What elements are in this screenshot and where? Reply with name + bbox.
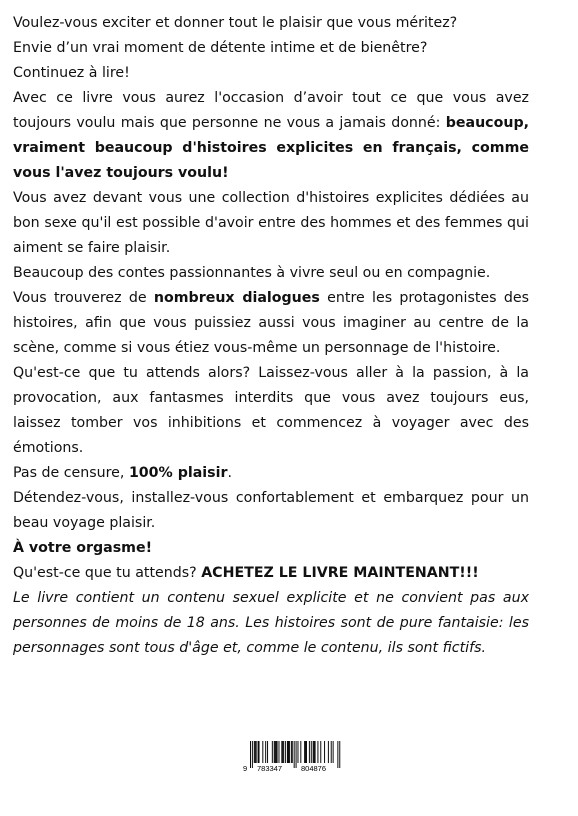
blurb-paragraph-7-bold: nombreux dialogues bbox=[153, 290, 320, 306]
barcode-bar bbox=[276, 741, 277, 763]
barcode-bar bbox=[324, 741, 325, 763]
blurb-paragraph-2: Envie d’un vrai moment de détente intime et de bienêtre? bbox=[13, 40, 428, 56]
barcode-bar bbox=[291, 741, 292, 763]
barcode-bar bbox=[294, 741, 295, 768]
barcode-bar bbox=[333, 741, 334, 763]
blurb-paragraph-12 bbox=[13, 561, 529, 586]
blurb-paragraph-1: Voulez-vous exciter et donner tout le plaisir que vous méritez? bbox=[13, 15, 458, 31]
barcode-bar bbox=[313, 741, 314, 763]
barcode-bar bbox=[254, 741, 255, 763]
barcode-bar bbox=[311, 741, 312, 763]
blurb-paragraph-4-text: Avec ce livre vous aurez l'occasion d’avoir tout ce que vous avez toujours voulu mais que personne ne vous a jamais donné: bbox=[13, 90, 529, 131]
barcode-bar bbox=[267, 741, 268, 763]
barcode-graphic bbox=[243, 741, 345, 773]
barcode-bar bbox=[314, 741, 315, 763]
barcode-bar bbox=[309, 741, 310, 763]
barcode-bar bbox=[275, 741, 276, 763]
blurb-disclaimer-text: Le livre contient un contenu sexuel explicite et ne convient pas aux personnes de moins de 18 ans. Les histoires sont de pure fantaisie: les personnages sont tous d'âge et, comme le contenu, ils sont fictifs. bbox=[13, 590, 529, 656]
blurb-paragraph-9 bbox=[13, 461, 529, 486]
barcode-bar bbox=[262, 741, 263, 763]
barcode-bar bbox=[281, 741, 282, 763]
barcode-bar bbox=[252, 741, 253, 768]
barcode-bar bbox=[283, 741, 284, 763]
blurb-paragraph-12-pre: Qu'est-ce que tu attends? bbox=[13, 565, 202, 581]
barcode-bar bbox=[265, 741, 266, 763]
barcode-bar bbox=[296, 741, 297, 768]
blurb-paragraph-4 bbox=[13, 86, 529, 186]
barcode-bar bbox=[317, 741, 318, 763]
barcode-bar bbox=[272, 741, 273, 763]
barcode-bar bbox=[255, 741, 256, 763]
barcode-bar bbox=[305, 741, 306, 763]
blurb-paragraph-11-bold: À votre orgasme! bbox=[13, 540, 153, 556]
barcode-bar bbox=[306, 741, 307, 763]
barcode-left-digits: 783347 bbox=[257, 764, 283, 773]
barcode-bar bbox=[277, 741, 278, 763]
blurb-paragraph-9-pre: Pas de censure, bbox=[13, 465, 129, 481]
barcode-bar bbox=[337, 741, 338, 768]
barcode-bar bbox=[298, 741, 299, 763]
blurb-paragraph-7-pre: Vous trouverez de bbox=[13, 290, 154, 306]
isbn-barcode bbox=[243, 741, 345, 773]
barcode-bar bbox=[287, 741, 288, 763]
barcode-bar bbox=[315, 741, 316, 763]
blurb-paragraph-9-bold: 100% plaisir bbox=[128, 465, 228, 481]
back-cover-blurb bbox=[13, 11, 529, 661]
blurb-paragraph-3: Continuez à lire! bbox=[13, 65, 130, 81]
barcode-right-digits: 804876 bbox=[301, 764, 327, 773]
barcode-bar bbox=[288, 741, 289, 763]
blurb-paragraph-4-bold: beaucoup, vraiment beaucoup d'histoires explicites en français, comme vous l'avez toujours voulu! bbox=[13, 115, 529, 181]
blurb-paragraph-10: Détendez-vous, installez-vous confortablement et embarquez pour un beau voyage plaisir. bbox=[13, 490, 529, 531]
barcode-bar bbox=[250, 741, 251, 768]
barcode-bar bbox=[256, 741, 257, 763]
blurb-paragraph-5: Vous avez devant vous une collection d'histoires explicites dédiées au bon sexe qu'il est possible d'avoir entre des hommes et des femmes qui aiment se faire plaisir. bbox=[13, 190, 529, 256]
blurb-paragraph-11 bbox=[13, 536, 529, 561]
barcode-bar bbox=[339, 741, 340, 768]
barcode-bar bbox=[289, 741, 290, 763]
barcode-bar bbox=[328, 741, 329, 763]
blurb-paragraph-9-post: . bbox=[227, 465, 232, 481]
barcode-bar bbox=[320, 741, 321, 763]
barcode-bar bbox=[304, 741, 305, 763]
blurb-paragraph-7 bbox=[13, 286, 529, 361]
blurb-paragraph-12-bold: ACHETEZ LE LIVRE MAINTENANT!!! bbox=[201, 565, 479, 581]
blurb-disclaimer bbox=[13, 586, 529, 661]
barcode-bar bbox=[300, 741, 301, 763]
barcode-bar bbox=[331, 741, 332, 763]
barcode-bar bbox=[274, 741, 275, 763]
barcode-lead-digit: 9 bbox=[243, 764, 248, 773]
barcode-bar bbox=[285, 741, 286, 763]
blurb-paragraph-6: Beaucoup des contes passionnantes à vivre seul ou en compagnie. bbox=[13, 265, 491, 281]
blurb-paragraph-8: Qu'est-ce que tu attends alors? Laissez-vous aller à la passion, à la provocation, aux fantasmes interdits que vous avez toujours eus, laissez tomber vos inhibitions et commencez à voyager avec des émotions. bbox=[13, 365, 529, 456]
barcode-bar bbox=[282, 741, 283, 763]
barcode-bar bbox=[292, 741, 293, 763]
barcode-bar bbox=[279, 741, 280, 763]
blurb-paragraph-7-post: entre les protagonistes des histoires, afin que vous puissiez aussi vous imaginer au centre de la scène, comme si vous étiez vous-même un personnage de l'histoire. bbox=[13, 290, 529, 356]
barcode-bar bbox=[259, 741, 260, 763]
barcode-bar bbox=[258, 741, 259, 763]
